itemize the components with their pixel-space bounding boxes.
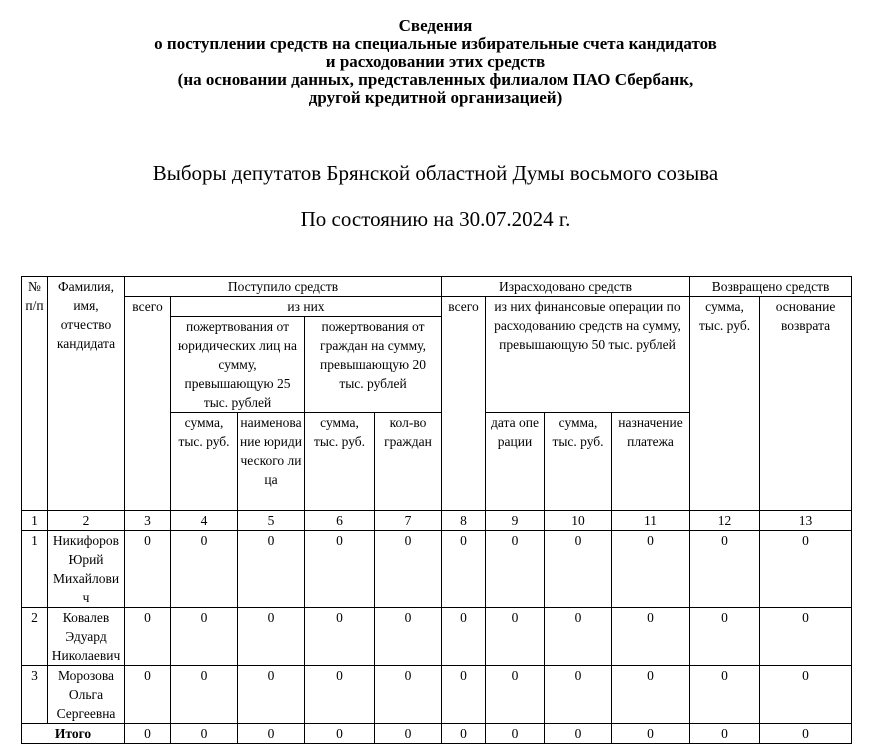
column-number-cell: 11	[612, 511, 690, 531]
header-spent: Израсходовано средств	[442, 277, 690, 297]
header-line-1: Сведения	[398, 16, 473, 35]
column-number-row	[22, 511, 852, 531]
value-cell: 0	[690, 608, 760, 666]
data-rows	[22, 531, 852, 724]
candidate-row	[22, 531, 852, 608]
value-cell: 0	[612, 608, 690, 666]
total-cell: 0	[545, 724, 612, 744]
column-number-cell: 1	[22, 511, 48, 531]
value-cell: 0	[486, 531, 545, 608]
candidate-name: Ковалев Эдуард Николаевич	[48, 608, 125, 666]
header-received-total: всего	[125, 297, 171, 511]
value-cell: 0	[442, 531, 486, 608]
column-number-cell: 5	[238, 511, 305, 531]
value-cell: 0	[238, 608, 305, 666]
total-cell: 0	[760, 724, 852, 744]
funds-table	[21, 276, 852, 744]
header-citizen-count: кол-во граждан	[375, 413, 442, 511]
candidate-number: 2	[22, 608, 48, 666]
column-number-cell: 13	[760, 511, 852, 531]
report-header	[0, 17, 871, 107]
column-number-cell: 8	[442, 511, 486, 531]
value-cell: 0	[375, 608, 442, 666]
value-cell: 0	[171, 531, 238, 608]
value-cell: 0	[125, 666, 171, 724]
status-date: По состоянию на 30.07.2024 г.	[300, 207, 571, 231]
header-legal-entity-name: наименование юридического лица	[238, 413, 305, 511]
total-label: Итого	[22, 724, 125, 744]
value-cell: 0	[760, 531, 852, 608]
value-cell: 0	[486, 608, 545, 666]
total-cell: 0	[690, 724, 760, 744]
value-cell: 0	[305, 531, 375, 608]
header-payment-purpose: назначение платежа	[612, 413, 690, 511]
column-number-cell: 2	[48, 511, 125, 531]
total-cell: 0	[442, 724, 486, 744]
value-cell: 0	[545, 666, 612, 724]
value-cell: 0	[545, 608, 612, 666]
value-cell: 0	[612, 666, 690, 724]
value-cell: 0	[545, 531, 612, 608]
candidate-number: 1	[22, 531, 48, 608]
header-return-basis: основание возврата	[760, 297, 852, 511]
total-row	[22, 724, 852, 744]
header-legal-sum: сумма, тыс. руб.	[171, 413, 238, 511]
header-line-4: (на основании данных, представленных филиалом ПАО Сбербанк,	[177, 70, 694, 89]
value-cell: 0	[171, 666, 238, 724]
candidate-name: Морозова Ольга Сергеевна	[48, 666, 125, 724]
header-received-of-them: из них	[171, 297, 442, 317]
column-number-cell: 10	[545, 511, 612, 531]
total-cell: 0	[238, 724, 305, 744]
value-cell: 0	[125, 531, 171, 608]
header-line-3: и расходовании этих средств	[325, 52, 546, 71]
header-spent-total: всего	[442, 297, 486, 511]
value-cell: 0	[760, 666, 852, 724]
candidate-row	[22, 666, 852, 724]
value-cell: 0	[690, 531, 760, 608]
header-operation-sum: сумма, тыс. руб.	[545, 413, 612, 511]
value-cell: 0	[760, 608, 852, 666]
value-cell: 0	[305, 608, 375, 666]
header-operation-date: дата операции	[486, 413, 545, 511]
header-line-2: о поступлении средств на специальные избирательные счета кандидатов	[154, 34, 717, 53]
total-cell: 0	[171, 724, 238, 744]
value-cell: 0	[690, 666, 760, 724]
value-cell: 0	[375, 531, 442, 608]
value-cell: 0	[125, 608, 171, 666]
value-cell: 0	[238, 666, 305, 724]
value-cell: 0	[238, 531, 305, 608]
election-title: Выборы депутатов Брянской областной Думы восьмого созыва	[152, 161, 719, 185]
total-cell: 0	[125, 724, 171, 744]
value-cell: 0	[612, 531, 690, 608]
total-cell: 0	[612, 724, 690, 744]
column-number-cell: 4	[171, 511, 238, 531]
header-line-5: другой кредитной организацией)	[308, 88, 563, 107]
candidate-row	[22, 608, 852, 666]
total-cell: 0	[486, 724, 545, 744]
value-cell: 0	[442, 666, 486, 724]
candidate-name: Никифоров Юрий Михайлович	[48, 531, 125, 608]
total-cell: 0	[305, 724, 375, 744]
value-cell: 0	[486, 666, 545, 724]
column-number-cell: 12	[690, 511, 760, 531]
header-financial-operations: из них финансовые операции по расходованию средств на сумму, превышающую 50 тыс. рублей	[486, 297, 690, 413]
value-cell: 0	[375, 666, 442, 724]
header-received: Поступило средств	[125, 277, 442, 297]
value-cell: 0	[305, 666, 375, 724]
value-cell: 0	[171, 608, 238, 666]
header-legal-donations: пожертвования от юридических лиц на сумму, превышающую 25 тыс. рублей	[171, 317, 305, 413]
header-returned: Возвращено средств	[690, 277, 852, 297]
value-cell: 0	[442, 608, 486, 666]
column-number-cell: 3	[125, 511, 171, 531]
column-number-cell: 9	[486, 511, 545, 531]
header-number: № п/п	[22, 277, 48, 511]
candidate-number: 3	[22, 666, 48, 724]
header-candidate-name: Фамилия, имя, отчество кандидата	[48, 277, 125, 511]
total-cell: 0	[375, 724, 442, 744]
header-return-sum: сумма, тыс. руб.	[690, 297, 760, 511]
column-number-cell: 7	[375, 511, 442, 531]
header-citizen-donations: пожертвования от граждан на сумму, превышающую 20 тыс. рублей	[305, 317, 442, 413]
column-number-cell: 6	[305, 511, 375, 531]
header-citizen-sum: сумма, тыс. руб.	[305, 413, 375, 511]
